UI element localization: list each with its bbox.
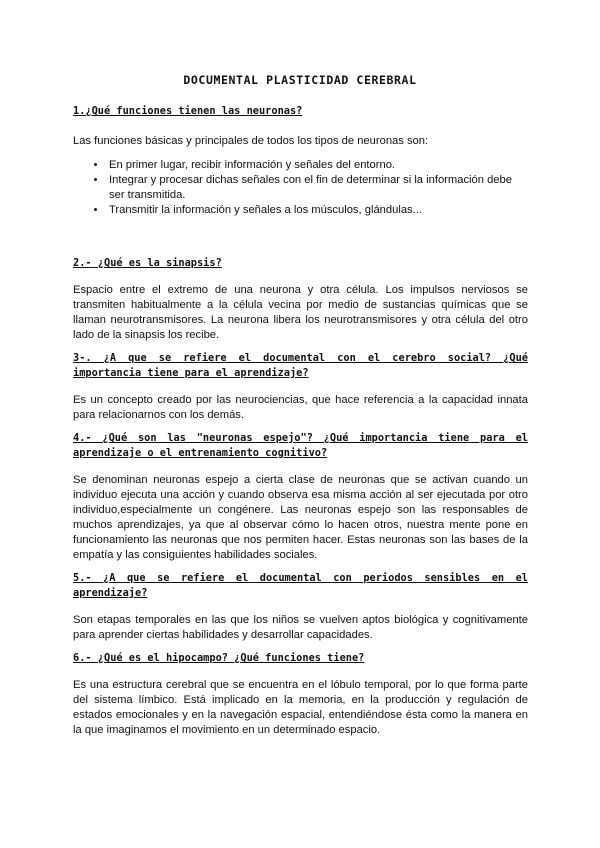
section-heading: 4.- ¿Qué son las "neuronas espejo"? ¿Qué importancia tiene para el aprendizaje o el entrenamiento cognitivo? (73, 432, 528, 459)
section-heading: 2.- ¿Qué es la sinapsis? (73, 257, 222, 269)
section-body: Es un concepto creado por las neurociencias, que hace referencia a la capacidad innata para relacionarnos con los demás. (73, 394, 528, 421)
list-item: • En primer lugar, recibir información y señales del entorno. (107, 158, 528, 173)
section-heading: 3-. ¿A que se refiere el documental con el cerebro social? ¿Qué importancia tiene para el aprendizaje? (73, 352, 528, 379)
document-body (73, 104, 528, 738)
section-body: Es una estructura cerebral que se encuentra en el lóbulo temporal, por lo que forma parte del sistema límbico. Está implicado en la memoria, en la producción y regulación de estados emocionales y en la navegación espacial, entendiéndose ésta como la manera en la que imaginamos el movimiento en un determinado espacio. (73, 679, 528, 736)
section-intro: Las funciones básicas y principales de todos los tipos de neuronas son: (73, 135, 429, 147)
list-item: • Integrar y procesar dichas señales con el fin de determinar si la información debe ser transmitida. (107, 173, 528, 203)
section-4 (73, 431, 528, 563)
section-body: Son etapas temporales en las que los niños se vuelven aptos biológica y cognitivamente para aprender ciertas habilidades y desarrollar capacidades. (73, 614, 528, 641)
section-heading: 5.- ¿A que se refiere el documental con periodos sensibles en el aprendizaje? (73, 572, 528, 599)
list-item: • Transmitir la información y señales a los músculos, glándulas... (107, 203, 528, 218)
document-title: DOCUMENTAL PLASTICIDAD CEREBRAL (183, 73, 417, 87)
section-heading: 6.- ¿Qué es el hipocampo? ¿Qué funciones tiene? (73, 652, 365, 664)
section-6 (73, 651, 528, 738)
bullet-list (73, 158, 528, 218)
section-2 (73, 256, 528, 343)
section-heading: 1.¿Qué funciones tienen las neuronas? (73, 105, 303, 117)
section-3 (73, 351, 528, 423)
section-1 (73, 104, 528, 218)
section-5 (73, 571, 528, 643)
section-body: Espacio entre el extremo de una neurona y otra célula. Los impulsos nerviosos se transmiten habitualmente a la célula vecina por medio de sustancias químicas que se llaman neurotransmisores. La neurona libera los neurotransmisores y otra célula del otro lado de la sinapsis los recibe. (73, 284, 528, 341)
section-body: Se denominan neuronas espejo a cierta clase de neuronas que se activan cuando un individuo ejecuta una acción y cuando observa esa misma acción al ser ejecutada por otro individuo,especialmente un congénere. Las neuronas espejo son las responsables de muchos aprendizajes, ya que al observar cómo lo hacen otros, nuestra mente pone en funcionamiento las neuronas que nos permiten hacer. Estas neuronas son las bases de la empatía y las consiguientes habilidades sociales. (73, 474, 528, 561)
